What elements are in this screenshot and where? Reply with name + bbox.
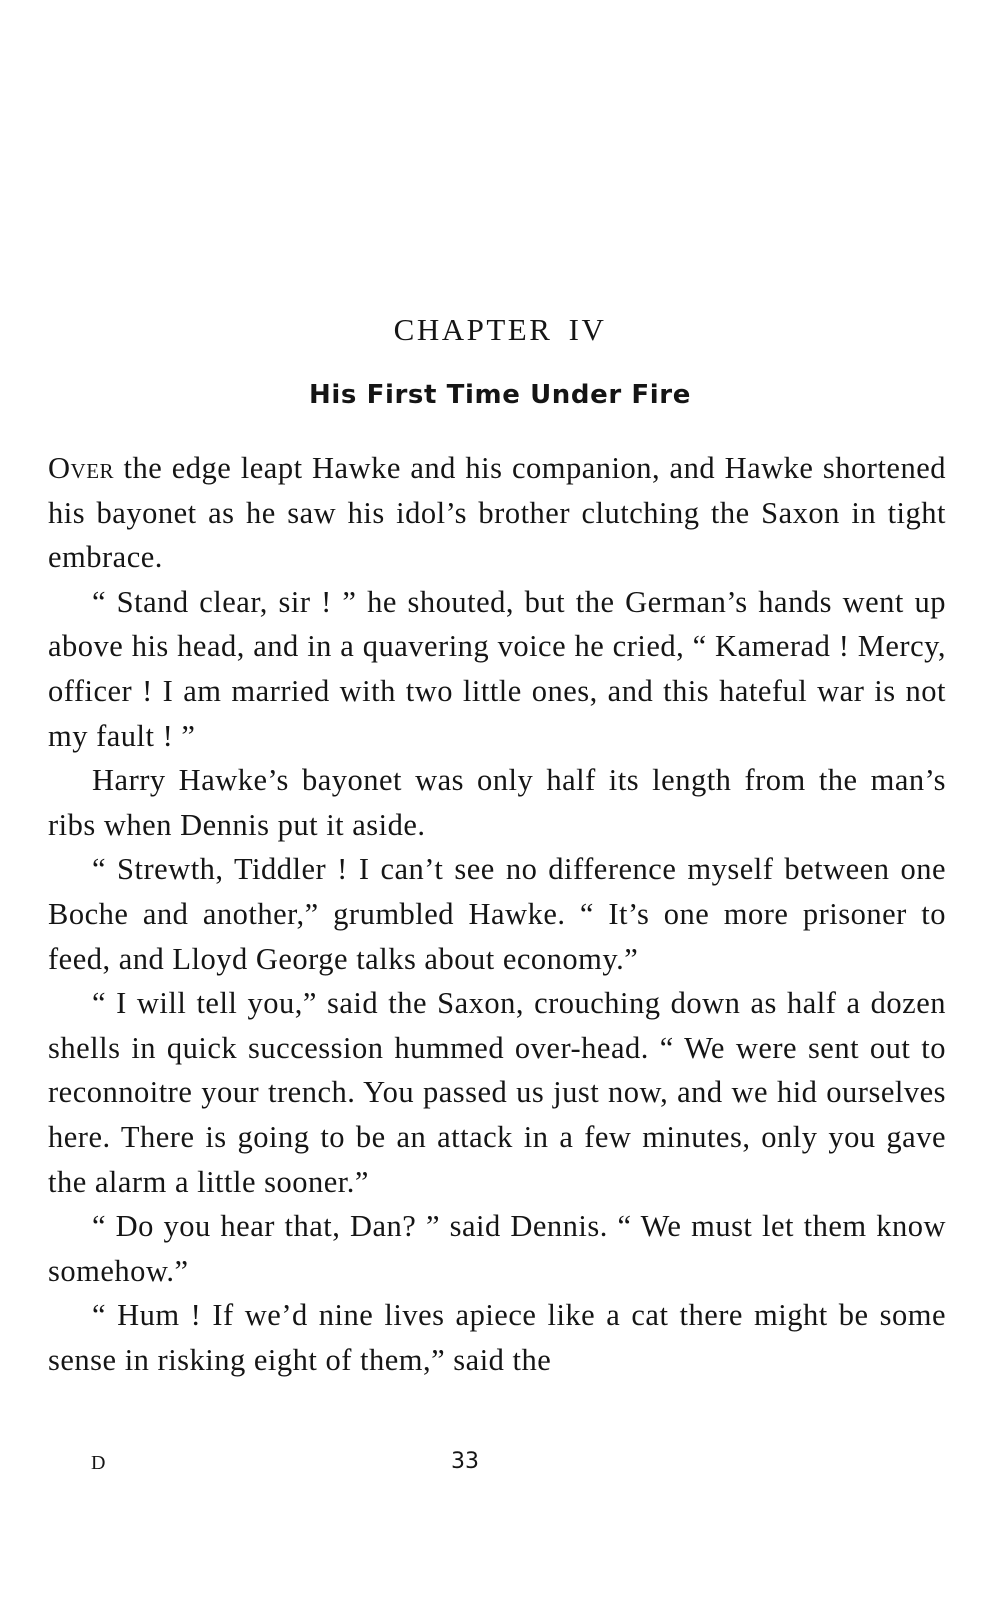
paragraph-text: the edge leapt Hawke and his companion, and Hawke shortened his bayonet as he saw his idol’s brother clutching the Saxon in tight embrace. [48,451,946,575]
paragraph: Harry Hawke’s bayonet was only half its length from the man’s ribs when Dennis put it aside. [48,763,946,842]
page-number: 33 [451,1449,479,1474]
paragraph-lead-word: Over [48,451,115,485]
chapter-body [48,446,946,1382]
signature-mark: D [91,1452,107,1474]
paragraph [48,446,946,580]
paragraph: “ Do you hear that, Dan? ” said Dennis. “ We must let them know somehow.” [48,1209,946,1288]
chapter-heading: CHAPTER IV [393,312,607,347]
chapter-title: His First Time Under Fire [309,380,691,410]
paragraph: “ I will tell you,” said the Saxon, crouching down as half a dozen shells in quick succession hummed over-head. “ We were sent out to reconnoitre your trench. You passed us just now, and we hid ourselves here. There is going to be an attack in a few minutes, only you gave the alarm a little sooner.” [48,986,946,1199]
paragraph: “ Stand clear, sir ! ” he shouted, but the German’s hands went up above his head, and in a quavering voice he cried, “ Kamerad ! Mercy, officer ! I am married with two little ones, and this hateful war is not my fault ! ” [48,584,946,753]
paragraph: “ Hum ! If we’d nine lives apiece like a cat there might be some sense in risking eight of them,” said the [48,1298,946,1377]
paragraph: “ Strewth, Tiddler ! I can’t see no difference myself between one Boche and another,” grumbled Hawke. “ It’s one more prisoner to feed, and Lloyd George talks about economy.” [48,852,946,976]
